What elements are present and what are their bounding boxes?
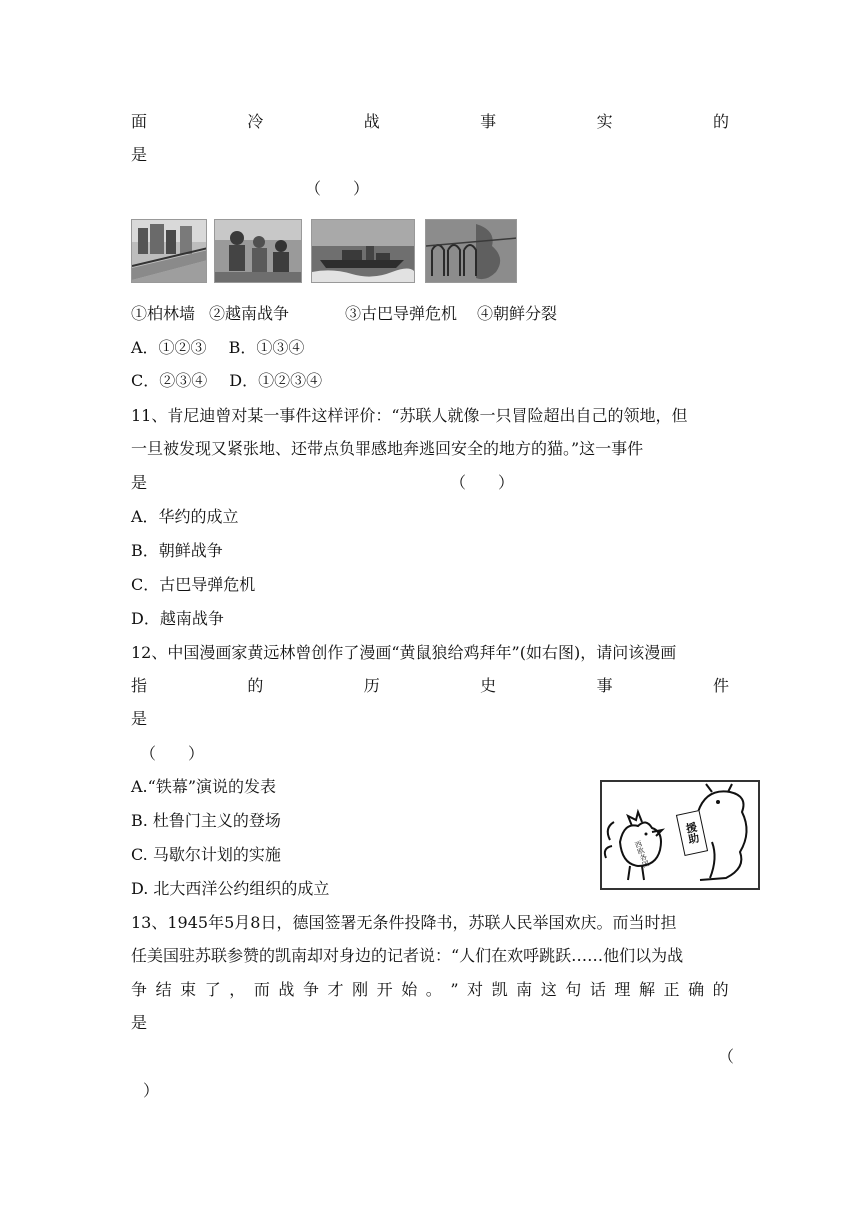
q10-char: 冷: [247, 112, 264, 131]
korea-division-photo: [425, 219, 517, 283]
q10-answer-bracket: （ ）: [305, 179, 370, 198]
q13-char: 才: [327, 980, 344, 999]
q13-char: 凯: [491, 980, 508, 999]
q12-line2: [131, 675, 729, 697]
q13-char: 争: [131, 980, 148, 999]
caption: ④朝鲜分裂: [477, 304, 558, 323]
q13-char: 的: [712, 980, 729, 999]
q13-char: 而: [253, 980, 270, 999]
q11-option-a[interactable]: A．华约的成立: [131, 507, 239, 526]
q10-options-row1: [131, 337, 304, 359]
q12-line1: 12、中国漫画家黄远林曾创作了漫画“黄鼠狼给鸡拜年”(如右图)，请问该漫画: [131, 643, 677, 662]
q10-char: 战: [363, 112, 380, 131]
q13-char: 结: [155, 980, 172, 999]
q13-char: 始: [401, 980, 418, 999]
q10-char: 的: [712, 112, 729, 131]
q13-line1: 13、1945年5月8日，德国签署无条件投降书，苏联人民举国欢庆。而当时担: [131, 913, 677, 932]
option-d[interactable]: D．①②③④: [229, 371, 323, 390]
berlin-wall-photo: [131, 219, 207, 283]
q12-answer-bracket: （ ）: [140, 744, 205, 763]
q11-option-c[interactable]: C．古巴导弹危机: [131, 575, 256, 594]
q13-char: 话: [589, 980, 606, 999]
q13-char: 理: [614, 980, 631, 999]
q13-bracket-open: （: [718, 1047, 735, 1066]
q12-char: 历: [363, 676, 380, 695]
q11-answer-bracket: （ ）: [450, 473, 515, 492]
q13-line2: 任美国驻苏联参赞的凯南却对身边的记者说：“人们在欢呼跳跃……他们以为战: [131, 946, 684, 965]
q12-char: 史: [480, 676, 497, 695]
q13-char: ”: [450, 980, 459, 999]
q11-option-d[interactable]: D．越南战争: [131, 609, 224, 628]
option-b[interactable]: B．①③④: [228, 338, 305, 357]
q11-line1: 11、肯尼迪曾对某一事件这样评价：“苏联人就像一只冒险超出自己的领地，但: [131, 406, 688, 425]
q13-char: 束: [180, 980, 197, 999]
q13-bracket-close: ）: [143, 1081, 160, 1100]
q13-char: 这: [540, 980, 557, 999]
option-a[interactable]: A．①②③: [131, 338, 207, 357]
q13-char: 对: [467, 980, 484, 999]
q11-option-b[interactable]: B．朝鲜战争: [131, 541, 223, 560]
caption: ②越南战争: [209, 304, 290, 323]
q12-option-c[interactable]: C. 马歇尔计划的实施: [131, 845, 281, 864]
aid-text: 援助: [683, 820, 701, 846]
option-c[interactable]: C．②③④: [131, 371, 208, 390]
q13-char: ，: [229, 980, 246, 999]
q10-char: 事: [480, 112, 497, 131]
q11-line3: 是: [131, 473, 148, 492]
q10-line1: [131, 111, 729, 133]
caption: ①柏林墙: [131, 304, 196, 323]
q12-char: 事: [596, 676, 613, 695]
q13-line3: [131, 979, 729, 1001]
q12-option-a[interactable]: A.“铁幕”演说的发表: [131, 777, 277, 796]
cuba-missile-ship-photo: [311, 219, 415, 283]
q13-char: 确: [688, 980, 705, 999]
q13-char: 正: [663, 980, 680, 999]
q13-char: 争: [302, 980, 319, 999]
q12-option-b[interactable]: B. 杜鲁门主义的登场: [131, 811, 281, 830]
weasel-rooster-cartoon: [600, 780, 760, 890]
q13-char: 。: [425, 980, 442, 999]
q13-char: 南: [516, 980, 533, 999]
q13-line4: 是: [131, 1013, 148, 1032]
q13-char: 战: [278, 980, 295, 999]
q12-char: 的: [247, 676, 264, 695]
q12-char: 指: [131, 676, 148, 695]
west-europe-text: 西欧各国: [633, 839, 651, 869]
caption: ③古巴导弹危机: [345, 304, 458, 323]
q10-options-row2: [131, 370, 322, 392]
q12-option-d[interactable]: D. 北大西洋公约组织的成立: [131, 879, 330, 898]
q13-char: 解: [638, 980, 655, 999]
q13-char: 开: [376, 980, 393, 999]
vietnam-war-photo: [214, 219, 302, 283]
q10-char: 面: [131, 112, 148, 131]
q10-char: 实: [596, 112, 613, 131]
q13-char: 刚: [352, 980, 369, 999]
q12-line3: 是: [131, 709, 148, 728]
q13-char: 了: [204, 980, 221, 999]
q13-char: 句: [565, 980, 582, 999]
q12-char: 件: [712, 676, 729, 695]
q11-line2: 一旦被发现又紧张地、还带点负罪感地奔逃回安全的地方的猫。”这一事件: [131, 439, 644, 458]
q10-line2: 是: [131, 145, 148, 164]
q10-captions: [131, 303, 557, 325]
